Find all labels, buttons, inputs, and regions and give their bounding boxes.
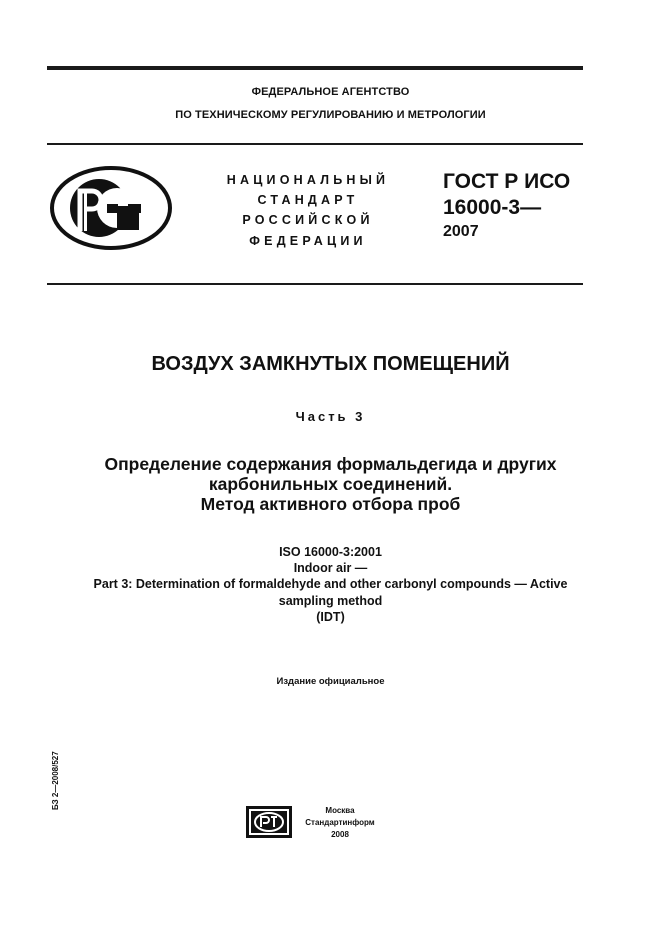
publisher-city: Москва [325,806,355,815]
part-label: Часть 3 [295,409,366,424]
standard-type-line-4: ФЕДЕРАЦИИ [249,234,367,248]
designation-line-2: 16000-3— [443,196,542,219]
edition-label: Издание официальное [276,676,385,687]
vertical-code: БЗ 2—2008/527 [51,751,60,810]
iso-equivalence: (IDT) [316,610,345,624]
iso-reference: ISO 16000-3:2001 [279,545,382,559]
top-rule [47,66,583,70]
gost-logo-icon [49,165,173,251]
agency-line-1: ФЕДЕРАЛЬНОЕ АГЕНТСТВО [251,86,410,98]
standard-type-line-2: СТАНДАРТ [257,193,359,207]
subtitle-line-2: карбонильных соединений. [208,474,453,494]
designation-line-1: ГОСТ Р ИСО [443,170,571,193]
header-divider [47,143,583,145]
subtitle-line-3: Метод активного отбора проб [200,494,461,514]
standard-type-line-3: РОССИЙСКОЙ [242,213,374,227]
iso-title-line-3: sampling method [278,594,383,608]
iso-title-line-1: Indoor air — [293,561,368,575]
subtitle-line-1: Определение содержания формальдегида и других [104,454,557,474]
standard-type-line-1: НАЦИОНАЛЬНЫЙ [226,173,390,187]
publisher-logo-icon [246,806,292,838]
publisher-year: 2008 [331,830,349,839]
agency-line-2: ПО ТЕХНИЧЕСКОМУ РЕГУЛИРОВАНИЮ И МЕТРОЛОГИИ [175,109,486,121]
designation-line-3: 2007 [443,223,479,240]
iso-title-line-2: Part 3: Determination of formaldehyde and other carbonyl compounds — Active [93,577,568,591]
publisher-name: Стандартинформ [305,818,375,827]
header-bottom-rule [47,283,583,285]
document-title: ВОЗДУХ ЗАМКНУТЫХ ПОМЕЩЕНИЙ [151,353,510,375]
